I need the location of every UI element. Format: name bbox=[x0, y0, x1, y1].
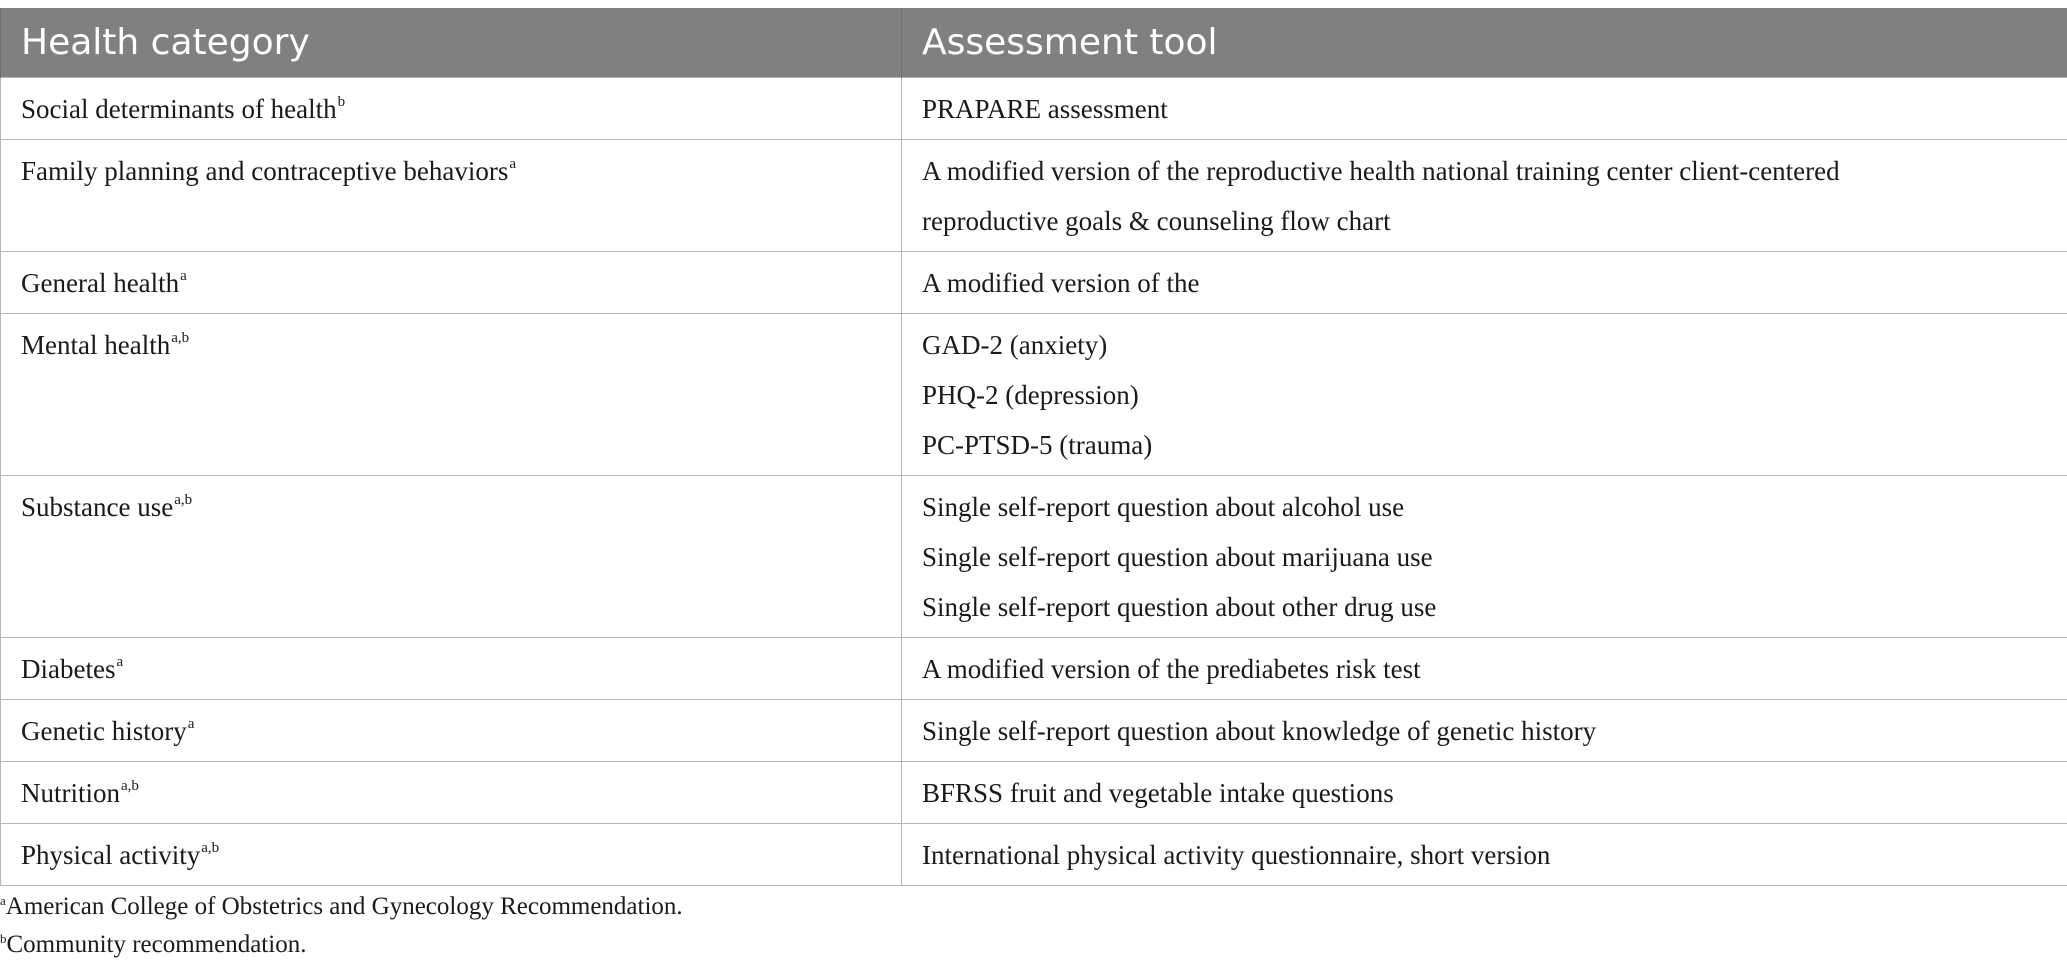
assessment-tool-line: A modified version of the reproductive health national training center client-centered bbox=[922, 155, 1840, 186]
footnote-text: American College of Obstetrics and Gynecology Recommendation. bbox=[5, 893, 683, 920]
health-category-label: Nutrition bbox=[21, 777, 120, 808]
footnote-mark: a bbox=[0, 892, 6, 908]
footnote-marker: a bbox=[509, 156, 517, 173]
health-category-cell bbox=[1, 77, 902, 139]
assessment-tool-cell bbox=[902, 251, 2067, 313]
assessment-tool-cell bbox=[902, 699, 2067, 761]
assessment-tool-line: Single self-report question about alcohol use bbox=[922, 491, 1405, 522]
health-category-label: Physical activity bbox=[21, 839, 201, 870]
assessment-tool-line: PHQ-2 (depression) bbox=[922, 379, 1139, 410]
assessment-tool-line: Single self-report question about other drug use bbox=[922, 591, 1437, 622]
health-category-cell bbox=[1, 313, 902, 475]
assessment-tool-line: A modified version of the prediabetes risk test bbox=[922, 653, 1421, 684]
footnote-marker: a bbox=[187, 716, 195, 733]
table-body bbox=[1, 77, 2067, 885]
table-row bbox=[1, 313, 2067, 475]
assessment-tool-line: PC-PTSD-5 (trauma) bbox=[922, 429, 1153, 460]
assessment-tool-cell bbox=[902, 77, 2067, 139]
footnote-marker: a,b bbox=[121, 778, 139, 795]
footnote-marker: a,b bbox=[174, 492, 193, 509]
table-header-row bbox=[1, 8, 2067, 77]
health-category-cell bbox=[1, 823, 902, 885]
assessment-tool-cell bbox=[902, 139, 2067, 251]
assessment-tool-line: PRAPARE assessment bbox=[922, 93, 1168, 124]
health-category-label: Genetic history bbox=[21, 715, 187, 746]
assessment-tool-line: International physical activity questionnaire, short version bbox=[922, 839, 1551, 870]
footnote bbox=[0, 888, 683, 926]
table-footnotes bbox=[0, 888, 683, 964]
assessment-tool-line: Single self-report question about knowledge of genetic history bbox=[922, 715, 1597, 746]
footnote-mark: b bbox=[0, 930, 7, 946]
assessment-tool-cell bbox=[902, 823, 2067, 885]
assessment-tool-line: A modified version of the bbox=[922, 267, 1200, 298]
health-category-label: Diabetes bbox=[21, 653, 116, 684]
assessment-tool-cell bbox=[902, 313, 2067, 475]
health-category-label: Substance use bbox=[21, 491, 174, 522]
table-row bbox=[1, 77, 2067, 139]
health-category-cell bbox=[1, 637, 902, 699]
health-category-cell bbox=[1, 699, 902, 761]
assessment-tool-line: GAD-2 (anxiety) bbox=[922, 329, 1108, 360]
health-category-cell bbox=[1, 475, 902, 637]
table-row bbox=[1, 637, 2067, 699]
table-row bbox=[1, 139, 2067, 251]
footnote-marker: a,b bbox=[171, 330, 190, 347]
footnote bbox=[0, 926, 683, 964]
footnote-marker: a,b bbox=[201, 840, 220, 857]
footnote-marker: b bbox=[337, 94, 346, 111]
health-category-label: Social determinants of health bbox=[21, 93, 337, 124]
health-category-label: Family planning and contraceptive behaviors bbox=[21, 155, 509, 186]
assessment-tool-cell bbox=[902, 761, 2067, 823]
header-assessment-tool: Assessment tool bbox=[902, 8, 2067, 77]
assessment-tool-line: Single self-report question about marijuana use bbox=[922, 541, 1433, 572]
assessment-tool-cell bbox=[902, 637, 2067, 699]
footnote-marker: a bbox=[180, 268, 187, 285]
health-category-label: General health bbox=[21, 267, 180, 298]
table-row bbox=[1, 251, 2067, 313]
table-row bbox=[1, 475, 2067, 637]
assessment-tool-line: reproductive goals & counseling flow chart bbox=[922, 205, 1391, 236]
table-row bbox=[1, 699, 2067, 761]
assessment-table-container bbox=[0, 8, 2067, 886]
table-row bbox=[1, 823, 2067, 885]
assessment-tool-line: BFRSS fruit and vegetable intake questions bbox=[922, 777, 1394, 808]
assessment-tool-cell bbox=[902, 475, 2067, 637]
footnote-marker: a bbox=[116, 654, 124, 671]
health-category-cell bbox=[1, 251, 902, 313]
header-health-category: Health category bbox=[1, 8, 902, 77]
health-category-label: Mental health bbox=[21, 329, 171, 360]
assessment-table bbox=[0, 8, 2067, 886]
health-category-cell bbox=[1, 761, 902, 823]
footnote-text: Community recommendation. bbox=[6, 931, 307, 958]
health-category-cell bbox=[1, 139, 902, 251]
table-row bbox=[1, 761, 2067, 823]
